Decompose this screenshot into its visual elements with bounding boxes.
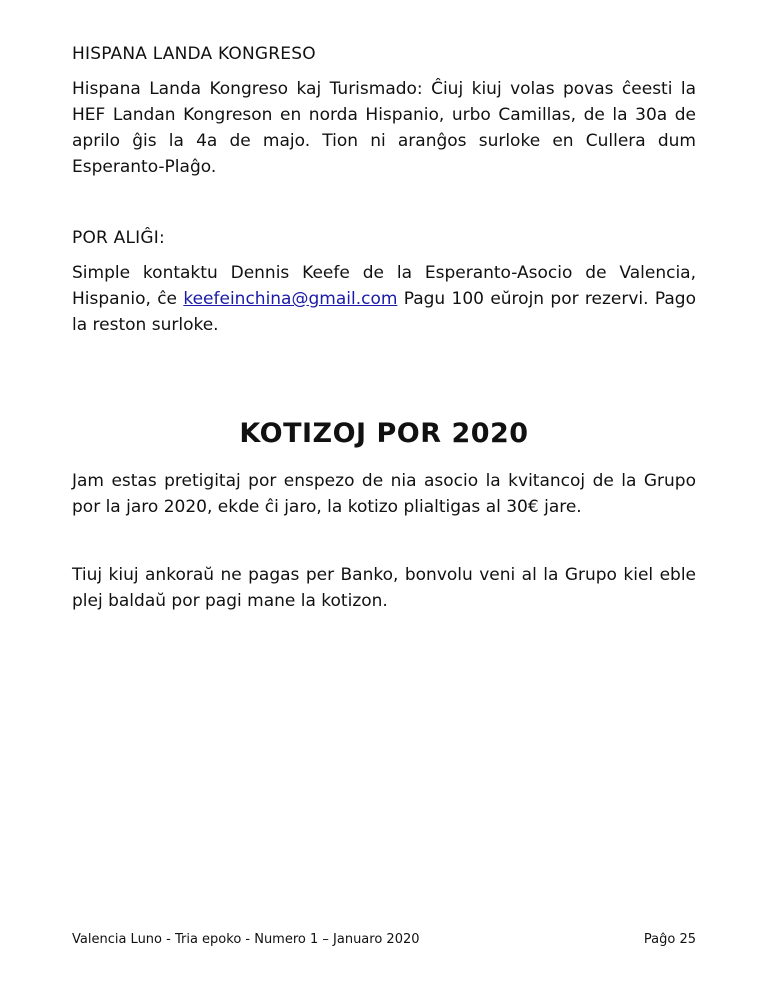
document-page (72, 0, 696, 994)
fees-paragraph-1: Jam estas pretigitaj por enspezo de nia asocio la kvitancoj de la Grupo por la jaro 2020, ekde ĉi jaro, la kotizo plialtigas al 30€ jare. (72, 471, 696, 517)
register-text-after: Pagu 100 eŭrojn por rezervi. Pago la reston surloke. (72, 289, 696, 335)
footer-publication: Valencia Luno - Tria epoko - Numero 1 – Januaro 2020 (72, 932, 420, 947)
page-footer (72, 932, 696, 947)
footer-page-number: Paĝo 25 (643, 932, 696, 947)
section-heading-register: POR ALIĜI: (72, 228, 165, 248)
register-text-before: Simple kontaktu Dennis Keefe de la Esperanto-Asocio de Valencia, Hispanio, ĉe (72, 263, 696, 309)
email-link[interactable]: keefeinchina@gmail.com (183, 289, 398, 309)
section-heading-congress: HISPANA LANDA KONGRESO (72, 44, 316, 64)
register-paragraph (72, 260, 696, 338)
fees-title: KOTIZOJ POR 2020 (239, 418, 529, 449)
fees-paragraph-2: Tiuj kiuj ankoraŭ ne pagas per Banko, bonvolu veni al la Grupo kiel eble plej baldaŭ por pagi mane la kotizon. (72, 565, 696, 611)
congress-paragraph: Hispana Landa Kongreso kaj Turismado: Ĉiuj kiuj volas povas ĉeesti la HEF Landan Kongreson en norda Hispanio, urbo Camillas, de la 30a de aprilo ĝis la 4a de majo. Tion ni aranĝos surloke en Cullera dum Esperanto-Plaĝo. (72, 79, 696, 177)
